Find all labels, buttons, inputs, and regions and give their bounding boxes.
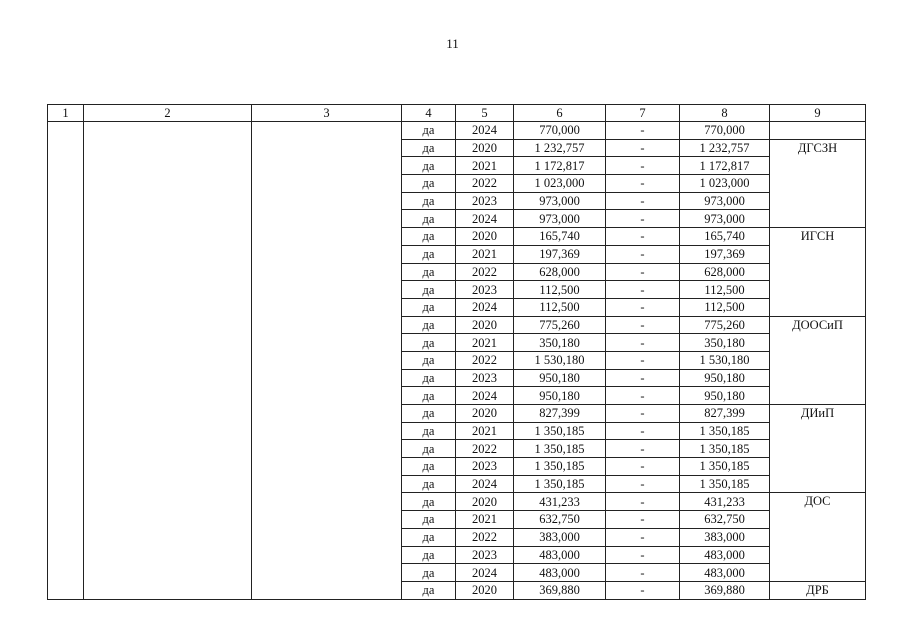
flag-cell: да bbox=[402, 528, 456, 546]
flag-cell: да bbox=[402, 298, 456, 316]
col6-value-cell: 483,000 bbox=[514, 546, 606, 564]
col8-value-cell: 483,000 bbox=[680, 564, 770, 582]
year-cell: 2024 bbox=[456, 564, 514, 582]
col7-value-cell: - bbox=[606, 263, 680, 281]
col6-value-cell: 1 172,817 bbox=[514, 157, 606, 175]
header-cell-2: 2 bbox=[84, 105, 252, 122]
page-number: 11 bbox=[446, 36, 459, 51]
col8-value-cell: 973,000 bbox=[680, 192, 770, 210]
col8-value-cell: 1 350,185 bbox=[680, 458, 770, 476]
col6-value-cell: 350,180 bbox=[514, 334, 606, 352]
agency-cell: ДООСиП bbox=[770, 316, 866, 404]
year-cell: 2020 bbox=[456, 228, 514, 246]
col8-value-cell: 483,000 bbox=[680, 546, 770, 564]
col6-value-cell: 369,880 bbox=[514, 581, 606, 599]
year-cell: 2021 bbox=[456, 422, 514, 440]
col2-blank-cell bbox=[84, 122, 252, 600]
header-cell-8: 8 bbox=[680, 105, 770, 122]
year-cell: 2024 bbox=[456, 210, 514, 228]
flag-cell: да bbox=[402, 351, 456, 369]
col7-value-cell: - bbox=[606, 157, 680, 175]
year-cell: 2024 bbox=[456, 298, 514, 316]
col8-value-cell: 628,000 bbox=[680, 263, 770, 281]
col6-value-cell: 1 350,185 bbox=[514, 440, 606, 458]
flag-cell: да bbox=[402, 422, 456, 440]
flag-cell: да bbox=[402, 581, 456, 599]
col8-value-cell: 383,000 bbox=[680, 528, 770, 546]
flag-cell: да bbox=[402, 387, 456, 405]
col8-value-cell: 770,000 bbox=[680, 122, 770, 140]
col6-value-cell: 628,000 bbox=[514, 263, 606, 281]
table-body bbox=[48, 122, 866, 600]
year-cell: 2023 bbox=[456, 369, 514, 387]
col7-value-cell: - bbox=[606, 528, 680, 546]
year-cell: 2021 bbox=[456, 334, 514, 352]
col1-blank-cell bbox=[48, 122, 84, 600]
col7-value-cell: - bbox=[606, 369, 680, 387]
col7-value-cell: - bbox=[606, 458, 680, 476]
col7-value-cell: - bbox=[606, 564, 680, 582]
year-cell: 2021 bbox=[456, 157, 514, 175]
flag-cell: да bbox=[402, 281, 456, 299]
col6-value-cell: 827,399 bbox=[514, 405, 606, 423]
year-cell: 2022 bbox=[456, 351, 514, 369]
agency-cell: ДРБ bbox=[770, 581, 866, 599]
year-cell: 2024 bbox=[456, 387, 514, 405]
budget-table bbox=[47, 104, 866, 600]
flag-cell: да bbox=[402, 458, 456, 476]
header-cell-5: 5 bbox=[456, 105, 514, 122]
flag-cell: да bbox=[402, 475, 456, 493]
col6-value-cell: 973,000 bbox=[514, 192, 606, 210]
year-cell: 2022 bbox=[456, 440, 514, 458]
header-cell-9: 9 bbox=[770, 105, 866, 122]
header-row bbox=[48, 105, 866, 122]
col7-value-cell: - bbox=[606, 228, 680, 246]
col6-value-cell: 1 350,185 bbox=[514, 422, 606, 440]
col8-value-cell: 197,369 bbox=[680, 245, 770, 263]
flag-cell: да bbox=[402, 405, 456, 423]
table-row bbox=[48, 122, 866, 140]
col6-value-cell: 632,750 bbox=[514, 511, 606, 529]
budget-table-container bbox=[47, 104, 865, 600]
year-cell: 2023 bbox=[456, 192, 514, 210]
col8-value-cell: 950,180 bbox=[680, 369, 770, 387]
year-cell: 2022 bbox=[456, 175, 514, 193]
header-cell-3: 3 bbox=[252, 105, 402, 122]
col8-value-cell: 1 350,185 bbox=[680, 475, 770, 493]
col7-value-cell: - bbox=[606, 493, 680, 511]
col8-value-cell: 350,180 bbox=[680, 334, 770, 352]
col6-value-cell: 775,260 bbox=[514, 316, 606, 334]
col7-value-cell: - bbox=[606, 334, 680, 352]
flag-cell: да bbox=[402, 139, 456, 157]
col6-value-cell: 1 023,000 bbox=[514, 175, 606, 193]
col6-value-cell: 112,500 bbox=[514, 298, 606, 316]
year-cell: 2020 bbox=[456, 581, 514, 599]
col7-value-cell: - bbox=[606, 581, 680, 599]
agency-cell bbox=[770, 122, 866, 140]
header-cell-1: 1 bbox=[48, 105, 84, 122]
col6-value-cell: 973,000 bbox=[514, 210, 606, 228]
year-cell: 2022 bbox=[456, 528, 514, 546]
col8-value-cell: 973,000 bbox=[680, 210, 770, 228]
agency-cell: ДГСЗН bbox=[770, 139, 866, 227]
year-cell: 2023 bbox=[456, 281, 514, 299]
col6-value-cell: 483,000 bbox=[514, 564, 606, 582]
flag-cell: да bbox=[402, 210, 456, 228]
col7-value-cell: - bbox=[606, 281, 680, 299]
year-cell: 2022 bbox=[456, 263, 514, 281]
col7-value-cell: - bbox=[606, 139, 680, 157]
col6-value-cell: 950,180 bbox=[514, 387, 606, 405]
col7-value-cell: - bbox=[606, 175, 680, 193]
col7-value-cell: - bbox=[606, 422, 680, 440]
col8-value-cell: 1 350,185 bbox=[680, 422, 770, 440]
year-cell: 2023 bbox=[456, 546, 514, 564]
agency-cell: ИГСН bbox=[770, 228, 866, 316]
flag-cell: да bbox=[402, 493, 456, 511]
col6-value-cell: 112,500 bbox=[514, 281, 606, 299]
col6-value-cell: 950,180 bbox=[514, 369, 606, 387]
col7-value-cell: - bbox=[606, 245, 680, 263]
col8-value-cell: 1 232,757 bbox=[680, 139, 770, 157]
year-cell: 2023 bbox=[456, 458, 514, 476]
flag-cell: да bbox=[402, 263, 456, 281]
col6-value-cell: 1 232,757 bbox=[514, 139, 606, 157]
col8-value-cell: 775,260 bbox=[680, 316, 770, 334]
col6-value-cell: 383,000 bbox=[514, 528, 606, 546]
col6-value-cell: 1 350,185 bbox=[514, 475, 606, 493]
year-cell: 2024 bbox=[456, 475, 514, 493]
col7-value-cell: - bbox=[606, 387, 680, 405]
header-cell-4: 4 bbox=[402, 105, 456, 122]
flag-cell: да bbox=[402, 228, 456, 246]
header-cell-7: 7 bbox=[606, 105, 680, 122]
year-cell: 2021 bbox=[456, 511, 514, 529]
col6-value-cell: 165,740 bbox=[514, 228, 606, 246]
col7-value-cell: - bbox=[606, 546, 680, 564]
year-cell: 2020 bbox=[456, 139, 514, 157]
col7-value-cell: - bbox=[606, 351, 680, 369]
year-cell: 2024 bbox=[456, 122, 514, 140]
header-cell-6: 6 bbox=[514, 105, 606, 122]
flag-cell: да bbox=[402, 440, 456, 458]
col3-blank-cell bbox=[252, 122, 402, 600]
flag-cell: да bbox=[402, 192, 456, 210]
flag-cell: да bbox=[402, 316, 456, 334]
col8-value-cell: 1 350,185 bbox=[680, 440, 770, 458]
col8-value-cell: 112,500 bbox=[680, 298, 770, 316]
col8-value-cell: 369,880 bbox=[680, 581, 770, 599]
col6-value-cell: 431,233 bbox=[514, 493, 606, 511]
flag-cell: да bbox=[402, 175, 456, 193]
col6-value-cell: 197,369 bbox=[514, 245, 606, 263]
col7-value-cell: - bbox=[606, 511, 680, 529]
col8-value-cell: 112,500 bbox=[680, 281, 770, 299]
flag-cell: да bbox=[402, 564, 456, 582]
flag-cell: да bbox=[402, 122, 456, 140]
year-cell: 2020 bbox=[456, 493, 514, 511]
agency-cell: ДИиП bbox=[770, 405, 866, 493]
flag-cell: да bbox=[402, 369, 456, 387]
col6-value-cell: 1 350,185 bbox=[514, 458, 606, 476]
col8-value-cell: 1 530,180 bbox=[680, 351, 770, 369]
col6-value-cell: 1 530,180 bbox=[514, 351, 606, 369]
year-cell: 2020 bbox=[456, 316, 514, 334]
col8-value-cell: 1 172,817 bbox=[680, 157, 770, 175]
col7-value-cell: - bbox=[606, 405, 680, 423]
year-cell: 2021 bbox=[456, 245, 514, 263]
flag-cell: да bbox=[402, 546, 456, 564]
flag-cell: да bbox=[402, 511, 456, 529]
flag-cell: да bbox=[402, 334, 456, 352]
col7-value-cell: - bbox=[606, 192, 680, 210]
agency-cell: ДОС bbox=[770, 493, 866, 581]
col8-value-cell: 1 023,000 bbox=[680, 175, 770, 193]
col7-value-cell: - bbox=[606, 210, 680, 228]
col8-value-cell: 950,180 bbox=[680, 387, 770, 405]
col8-value-cell: 165,740 bbox=[680, 228, 770, 246]
col7-value-cell: - bbox=[606, 122, 680, 140]
col8-value-cell: 827,399 bbox=[680, 405, 770, 423]
flag-cell: да bbox=[402, 157, 456, 175]
col6-value-cell: 770,000 bbox=[514, 122, 606, 140]
year-cell: 2020 bbox=[456, 405, 514, 423]
flag-cell: да bbox=[402, 245, 456, 263]
col7-value-cell: - bbox=[606, 316, 680, 334]
col8-value-cell: 632,750 bbox=[680, 511, 770, 529]
col7-value-cell: - bbox=[606, 475, 680, 493]
col7-value-cell: - bbox=[606, 298, 680, 316]
col8-value-cell: 431,233 bbox=[680, 493, 770, 511]
col7-value-cell: - bbox=[606, 440, 680, 458]
